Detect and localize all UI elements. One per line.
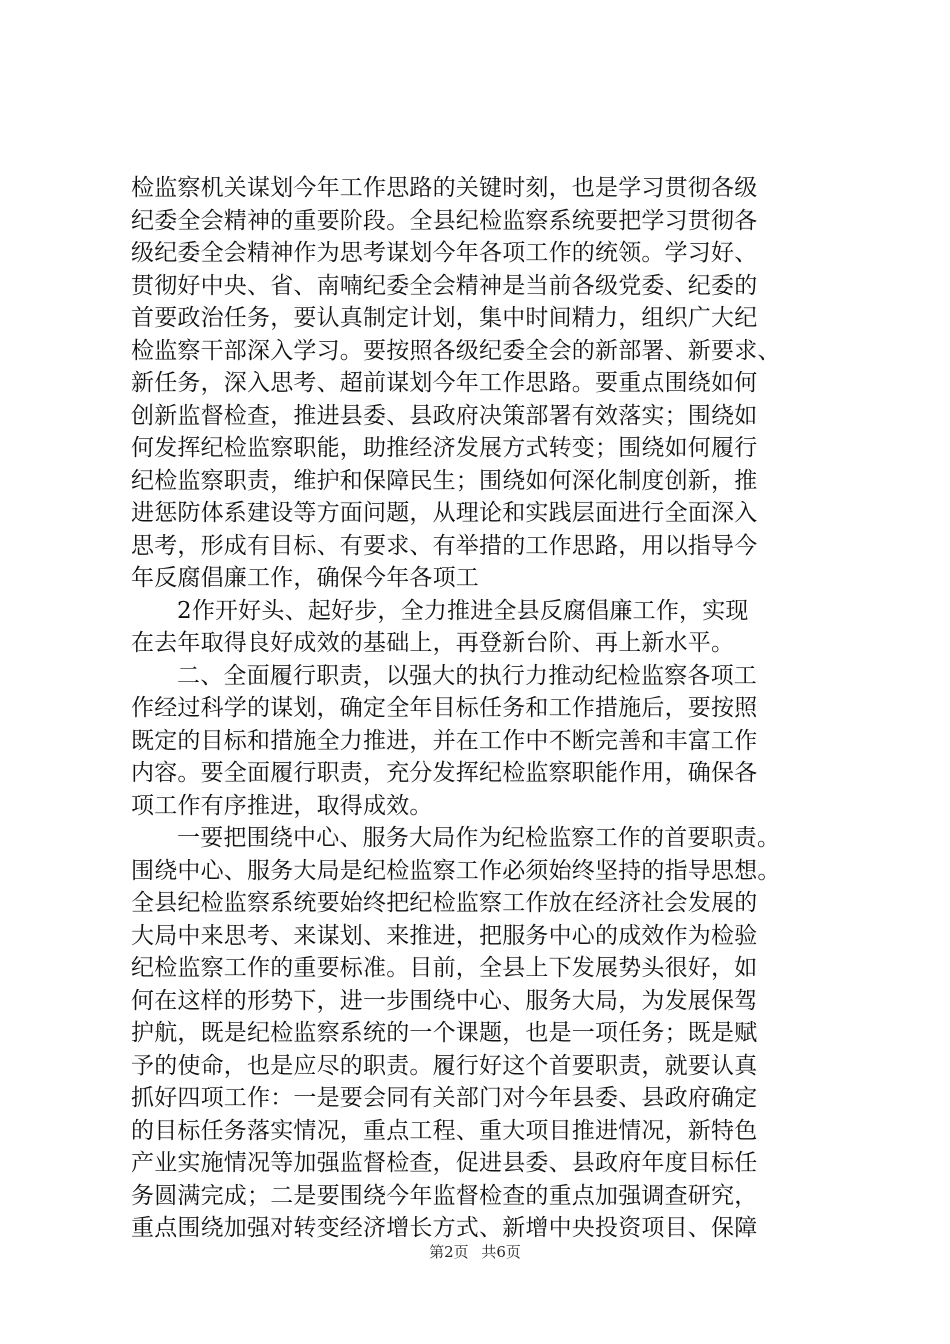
text-line: 纪检监察工作的重要标准。目前，全县上下发展势头很好，如 [131,955,758,981]
text-line: 创新监督检查，推进县委、县政府决策部署有效落实；围绕如 [131,402,758,429]
text-line: 一要把围绕中心、服务大局作为纪检监察工作的首要职责。 [177,825,781,851]
text-line: 内容。要全面履行职责，充分发挥纪检监察职能作用，确保各 [131,760,758,786]
page-number: 第2页 [429,1243,469,1261]
text-line: 进惩防体系建设等方面问题，从理论和实践层面进行全面深入 [131,500,758,526]
text-line: 重点围绕加强对转变经济增长方式、新增中央投资项目、保障 [131,1215,758,1241]
page-footer [0,1241,950,1262]
text-line: 2作开好头、起好步，全力推进全县反腐倡廉工作，实现 [177,597,749,624]
text-line: 围绕中心、服务大局是纪检监察工作必须始终坚持的指导思想。 [131,857,781,884]
text-line: 在去年取得良好成效的基础上，再登新台阶、再上新水平。 [131,630,735,656]
text-line: 何发挥纪检监察职能，助推经济发展方式转变；围绕如何履行 [131,435,758,461]
text-line: 作经过科学的谋划，确定全年目标任务和工作措施后，要按照 [131,695,758,721]
text-line: 抓好四项工作：一是要会同有关部门对今年县委、县政府确定 [131,1085,758,1111]
text-line: 纪委全会精神的重要阶段。全县纪检监察系统要把学习贯彻各 [131,207,758,234]
text-line: 的目标任务落实情况，重点工程、重大项目推进情况，新特色 [131,1117,758,1144]
document-body [131,172,831,1245]
text-line: 二、全面履行职责，以强大的执行力推动纪检监察各项工 [177,662,757,689]
text-line: 何在这样的形势下，进一步围绕中心、服务大局，为发展保驾 [131,987,758,1014]
text-line: 护航，既是纪检监察系统的一个课题，也是一项任务；既是赋 [131,1020,758,1046]
text-line: 级纪委全会精神作为思考谋划今年各项工作的统领。学习好、 [131,240,758,266]
text-line: 产业实施情况等加强监督检查，促进县委、县政府年度目标任 [131,1150,758,1176]
text-line: 既定的目标和措施全力推进，并在工作中不断完善和丰富工作 [131,727,758,754]
text-line: 新任务，深入思考、超前谋划今年工作思路。要重点围绕如何 [131,370,758,396]
text-line: 贯彻好中央、省、南喃纪委全会精神是当前各级党委、纪委的 [131,272,758,299]
text-line: 检监察干部深入学习。要按照各级纪委全会的新部署、新要求、 [131,337,781,364]
text-line: 首要政治任务，要认真制定计划，集中时间精力，组织广大纪 [131,305,758,331]
text-line: 纪检监察职责，维护和保障民生；围绕如何深化制度创新，推 [131,467,758,494]
text-line: 检监察机关谋划今年工作思路的关键时刻，也是学习贯彻各级 [131,175,758,201]
text-line: 思考，形成有目标、有要求、有举措的工作思路，用以指导今 [131,532,758,559]
text-line: 务圆满完成；二是要围绕今年监督检查的重点加强调查研究， [131,1182,758,1209]
text-line: 项工作有序推进，取得成效。 [131,792,433,819]
text-line: 年反腐倡廉工作，确保今年各项工 [131,565,479,591]
text-line: 予的使命，也是应尽的职责。履行好这个首要职责，就要认真 [131,1052,758,1079]
page-total: 共6页 [481,1243,521,1261]
text-line: 全县纪检监察系统要始终把纪检监察工作放在经济社会发展的 [131,890,758,916]
text-line: 大局中来思考、来谋划、来推进，把服务中心的成效作为检验 [131,922,758,949]
